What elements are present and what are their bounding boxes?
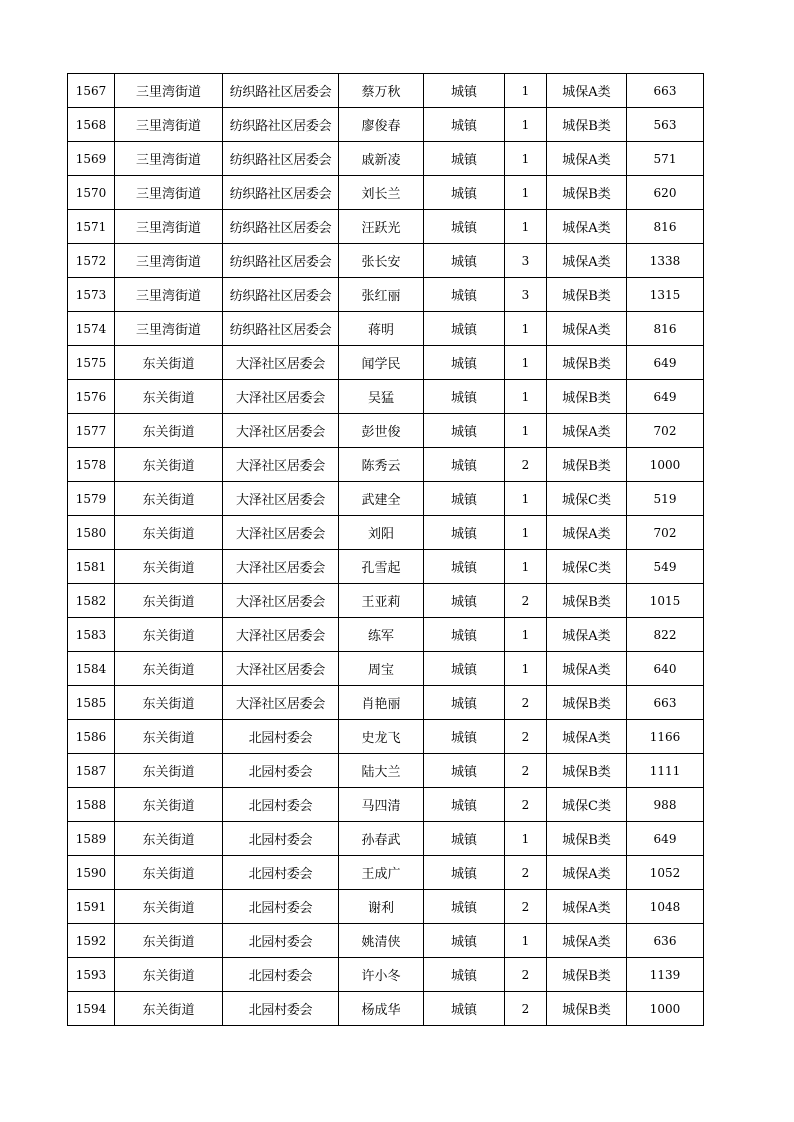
street-cell: 东关街道 [115,414,223,448]
street-cell: 东关街道 [115,652,223,686]
village-cell: 北园村委会 [223,958,339,992]
amount-cell: 571 [627,142,704,176]
village-cell: 北园村委会 [223,992,339,1026]
village-cell: 大泽社区居委会 [223,482,339,516]
table-row [68,618,704,652]
serial-cell: 1572 [68,244,115,278]
name-cell: 许小冬 [339,958,424,992]
street-cell: 东关街道 [115,754,223,788]
street-cell: 东关街道 [115,584,223,618]
count-cell: 2 [505,448,547,482]
serial-cell: 1593 [68,958,115,992]
count-cell: 2 [505,890,547,924]
village-cell: 北园村委会 [223,822,339,856]
amount-cell: 1111 [627,754,704,788]
table-row [68,992,704,1026]
area-cell: 城镇 [424,992,505,1026]
street-cell: 三里湾街道 [115,278,223,312]
serial-cell: 1591 [68,890,115,924]
name-cell: 马四清 [339,788,424,822]
serial-cell: 1592 [68,924,115,958]
area-cell: 城镇 [424,414,505,448]
name-cell: 彭世俊 [339,414,424,448]
count-cell: 1 [505,924,547,958]
name-cell: 汪跃光 [339,210,424,244]
table-row [68,788,704,822]
serial-cell: 1581 [68,550,115,584]
street-cell: 三里湾街道 [115,210,223,244]
name-cell: 闻学民 [339,346,424,380]
street-cell: 东关街道 [115,822,223,856]
table-row [68,278,704,312]
count-cell: 2 [505,856,547,890]
serial-cell: 1579 [68,482,115,516]
village-cell: 大泽社区居委会 [223,380,339,414]
count-cell: 1 [505,108,547,142]
table-row [68,516,704,550]
village-cell: 大泽社区居委会 [223,346,339,380]
area-cell: 城镇 [424,278,505,312]
table-row [68,890,704,924]
street-cell: 三里湾街道 [115,244,223,278]
name-cell: 刘阳 [339,516,424,550]
village-cell: 北园村委会 [223,788,339,822]
village-cell: 大泽社区居委会 [223,448,339,482]
table-row [68,380,704,414]
area-cell: 城镇 [424,312,505,346]
count-cell: 1 [505,822,547,856]
name-cell: 刘长兰 [339,176,424,210]
amount-cell: 1166 [627,720,704,754]
table-row [68,74,704,108]
serial-cell: 1590 [68,856,115,890]
serial-cell: 1589 [68,822,115,856]
count-cell: 1 [505,176,547,210]
area-cell: 城镇 [424,244,505,278]
category-cell: 城保B类 [547,958,627,992]
village-cell: 纺织路社区居委会 [223,210,339,244]
village-cell: 大泽社区居委会 [223,414,339,448]
name-cell: 陈秀云 [339,448,424,482]
count-cell: 1 [505,550,547,584]
serial-cell: 1578 [68,448,115,482]
area-cell: 城镇 [424,856,505,890]
serial-cell: 1588 [68,788,115,822]
village-cell: 北园村委会 [223,754,339,788]
area-cell: 城镇 [424,142,505,176]
street-cell: 东关街道 [115,924,223,958]
amount-cell: 1315 [627,278,704,312]
count-cell: 2 [505,992,547,1026]
village-cell: 北园村委会 [223,856,339,890]
count-cell: 1 [505,312,547,346]
count-cell: 1 [505,618,547,652]
table-row [68,414,704,448]
amount-cell: 663 [627,686,704,720]
street-cell: 东关街道 [115,686,223,720]
area-cell: 城镇 [424,788,505,822]
area-cell: 城镇 [424,958,505,992]
name-cell: 孙春武 [339,822,424,856]
area-cell: 城镇 [424,890,505,924]
street-cell: 东关街道 [115,856,223,890]
village-cell: 大泽社区居委会 [223,618,339,652]
table-row [68,924,704,958]
count-cell: 3 [505,278,547,312]
category-cell: 城保C类 [547,788,627,822]
table-row [68,108,704,142]
name-cell: 武建全 [339,482,424,516]
amount-cell: 1000 [627,448,704,482]
category-cell: 城保B类 [547,380,627,414]
serial-cell: 1574 [68,312,115,346]
serial-cell: 1575 [68,346,115,380]
table-row [68,312,704,346]
table-row [68,482,704,516]
area-cell: 城镇 [424,176,505,210]
table-body [68,74,704,1026]
serial-cell: 1576 [68,380,115,414]
count-cell: 1 [505,74,547,108]
area-cell: 城镇 [424,550,505,584]
area-cell: 城镇 [424,618,505,652]
category-cell: 城保A类 [547,244,627,278]
amount-cell: 816 [627,210,704,244]
table-row [68,754,704,788]
count-cell: 2 [505,584,547,618]
amount-cell: 649 [627,822,704,856]
village-cell: 纺织路社区居委会 [223,244,339,278]
street-cell: 东关街道 [115,958,223,992]
area-cell: 城镇 [424,584,505,618]
count-cell: 1 [505,210,547,244]
name-cell: 周宝 [339,652,424,686]
category-cell: 城保A类 [547,516,627,550]
village-cell: 大泽社区居委会 [223,516,339,550]
amount-cell: 822 [627,618,704,652]
table-row [68,346,704,380]
name-cell: 姚清侠 [339,924,424,958]
name-cell: 史龙飞 [339,720,424,754]
amount-cell: 519 [627,482,704,516]
category-cell: 城保A类 [547,720,627,754]
area-cell: 城镇 [424,686,505,720]
name-cell: 谢利 [339,890,424,924]
table-row [68,210,704,244]
serial-cell: 1584 [68,652,115,686]
category-cell: 城保A类 [547,312,627,346]
amount-cell: 702 [627,516,704,550]
count-cell: 1 [505,414,547,448]
village-cell: 大泽社区居委会 [223,550,339,584]
name-cell: 吴猛 [339,380,424,414]
count-cell: 1 [505,380,547,414]
table-row [68,652,704,686]
street-cell: 东关街道 [115,788,223,822]
serial-cell: 1587 [68,754,115,788]
category-cell: 城保A类 [547,890,627,924]
village-cell: 大泽社区居委会 [223,652,339,686]
count-cell: 1 [505,346,547,380]
serial-cell: 1577 [68,414,115,448]
street-cell: 三里湾街道 [115,312,223,346]
table-row [68,176,704,210]
area-cell: 城镇 [424,448,505,482]
street-cell: 东关街道 [115,448,223,482]
village-cell: 北园村委会 [223,720,339,754]
serial-cell: 1583 [68,618,115,652]
category-cell: 城保C类 [547,482,627,516]
street-cell: 东关街道 [115,992,223,1026]
count-cell: 2 [505,754,547,788]
area-cell: 城镇 [424,516,505,550]
serial-cell: 1568 [68,108,115,142]
category-cell: 城保C类 [547,550,627,584]
category-cell: 城保A类 [547,652,627,686]
category-cell: 城保A类 [547,856,627,890]
serial-cell: 1585 [68,686,115,720]
area-cell: 城镇 [424,720,505,754]
category-cell: 城保A类 [547,924,627,958]
category-cell: 城保A类 [547,210,627,244]
serial-cell: 1582 [68,584,115,618]
serial-cell: 1569 [68,142,115,176]
table-row [68,550,704,584]
amount-cell: 549 [627,550,704,584]
street-cell: 东关街道 [115,346,223,380]
category-cell: 城保B类 [547,448,627,482]
allowance-table [67,73,704,1026]
amount-cell: 1338 [627,244,704,278]
amount-cell: 702 [627,414,704,448]
serial-cell: 1573 [68,278,115,312]
area-cell: 城镇 [424,210,505,244]
table-row [68,822,704,856]
serial-cell: 1594 [68,992,115,1026]
area-cell: 城镇 [424,754,505,788]
village-cell: 大泽社区居委会 [223,584,339,618]
count-cell: 1 [505,652,547,686]
count-cell: 1 [505,516,547,550]
name-cell: 廖俊春 [339,108,424,142]
street-cell: 三里湾街道 [115,108,223,142]
count-cell: 2 [505,788,547,822]
area-cell: 城镇 [424,482,505,516]
category-cell: 城保B类 [547,754,627,788]
count-cell: 1 [505,482,547,516]
count-cell: 2 [505,720,547,754]
table-row [68,686,704,720]
village-cell: 纺织路社区居委会 [223,142,339,176]
village-cell: 北园村委会 [223,924,339,958]
street-cell: 三里湾街道 [115,142,223,176]
street-cell: 东关街道 [115,550,223,584]
count-cell: 2 [505,686,547,720]
name-cell: 孔雪起 [339,550,424,584]
area-cell: 城镇 [424,924,505,958]
table-row [68,142,704,176]
category-cell: 城保B类 [547,584,627,618]
serial-cell: 1571 [68,210,115,244]
table-row [68,856,704,890]
amount-cell: 640 [627,652,704,686]
serial-cell: 1570 [68,176,115,210]
table-row [68,448,704,482]
amount-cell: 663 [627,74,704,108]
name-cell: 张长安 [339,244,424,278]
amount-cell: 563 [627,108,704,142]
category-cell: 城保B类 [547,822,627,856]
street-cell: 东关街道 [115,720,223,754]
village-cell: 大泽社区居委会 [223,686,339,720]
street-cell: 东关街道 [115,618,223,652]
amount-cell: 649 [627,346,704,380]
village-cell: 纺织路社区居委会 [223,74,339,108]
category-cell: 城保B类 [547,686,627,720]
amount-cell: 988 [627,788,704,822]
category-cell: 城保B类 [547,992,627,1026]
area-cell: 城镇 [424,380,505,414]
amount-cell: 1139 [627,958,704,992]
name-cell: 蔡万秋 [339,74,424,108]
serial-cell: 1567 [68,74,115,108]
amount-cell: 1000 [627,992,704,1026]
name-cell: 王成广 [339,856,424,890]
name-cell: 陆大兰 [339,754,424,788]
category-cell: 城保B类 [547,346,627,380]
village-cell: 纺织路社区居委会 [223,312,339,346]
name-cell: 练军 [339,618,424,652]
area-cell: 城镇 [424,108,505,142]
name-cell: 杨成华 [339,992,424,1026]
village-cell: 纺织路社区居委会 [223,176,339,210]
name-cell: 肖艳丽 [339,686,424,720]
table-row [68,244,704,278]
amount-cell: 620 [627,176,704,210]
category-cell: 城保A类 [547,142,627,176]
count-cell: 1 [505,142,547,176]
name-cell: 王亚莉 [339,584,424,618]
amount-cell: 1015 [627,584,704,618]
amount-cell: 816 [627,312,704,346]
area-cell: 城镇 [424,822,505,856]
amount-cell: 1052 [627,856,704,890]
table-row [68,958,704,992]
category-cell: 城保A类 [547,74,627,108]
street-cell: 东关街道 [115,516,223,550]
serial-cell: 1586 [68,720,115,754]
street-cell: 东关街道 [115,482,223,516]
count-cell: 3 [505,244,547,278]
count-cell: 2 [505,958,547,992]
category-cell: 城保A类 [547,618,627,652]
name-cell: 蒋明 [339,312,424,346]
area-cell: 城镇 [424,652,505,686]
table-row [68,584,704,618]
category-cell: 城保B类 [547,108,627,142]
amount-cell: 649 [627,380,704,414]
area-cell: 城镇 [424,74,505,108]
table-row [68,720,704,754]
category-cell: 城保B类 [547,278,627,312]
village-cell: 纺织路社区居委会 [223,278,339,312]
category-cell: 城保A类 [547,414,627,448]
street-cell: 东关街道 [115,380,223,414]
name-cell: 戚新凌 [339,142,424,176]
amount-cell: 636 [627,924,704,958]
street-cell: 三里湾街道 [115,176,223,210]
category-cell: 城保B类 [547,176,627,210]
name-cell: 张红丽 [339,278,424,312]
area-cell: 城镇 [424,346,505,380]
village-cell: 北园村委会 [223,890,339,924]
amount-cell: 1048 [627,890,704,924]
street-cell: 东关街道 [115,890,223,924]
village-cell: 纺织路社区居委会 [223,108,339,142]
serial-cell: 1580 [68,516,115,550]
street-cell: 三里湾街道 [115,74,223,108]
